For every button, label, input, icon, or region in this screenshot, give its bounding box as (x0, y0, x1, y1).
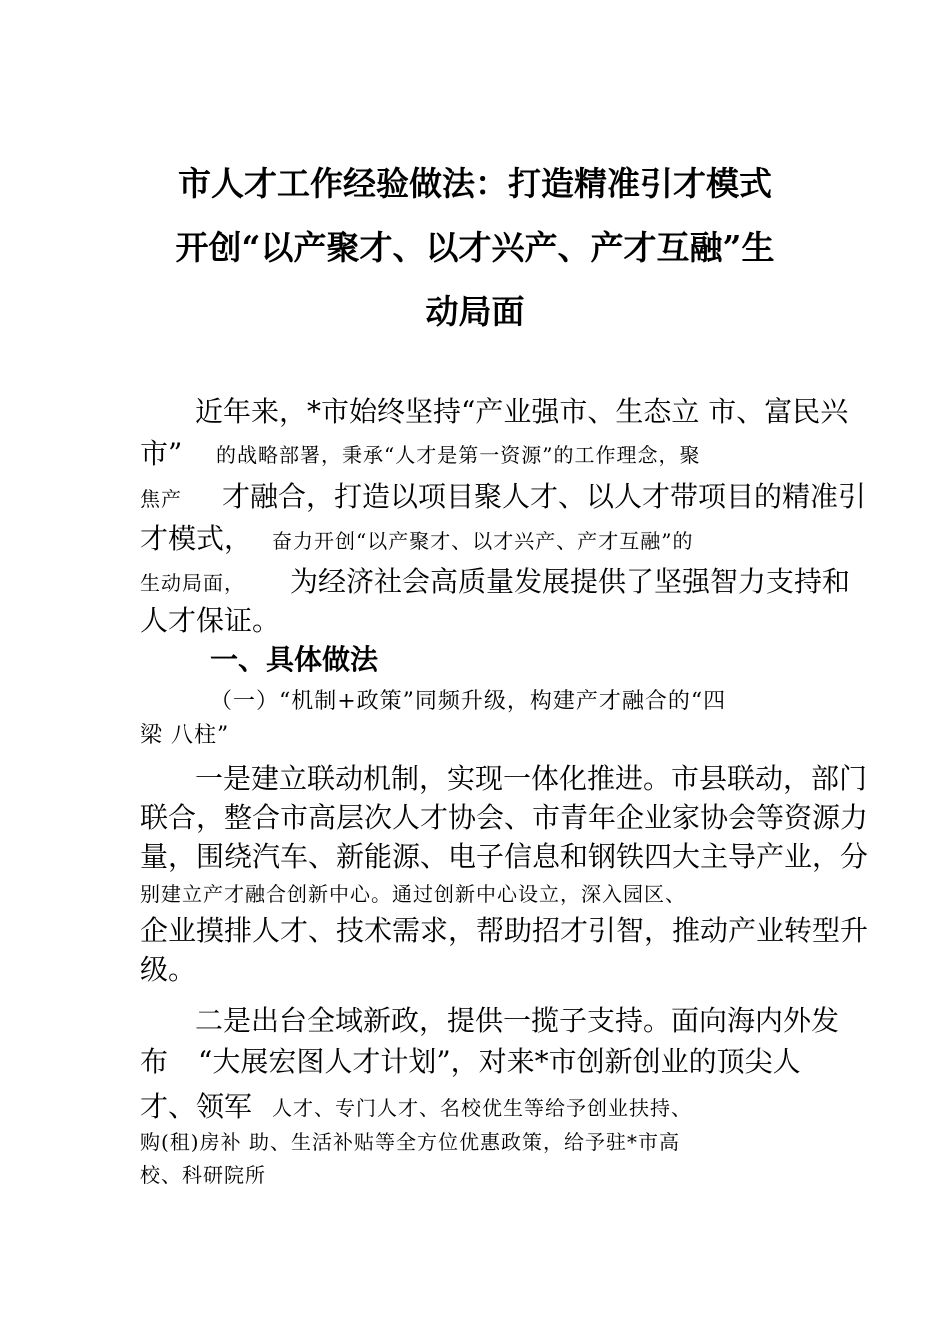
intro-line-5b: 为经济社会高质量发展提供了坚强智力支持和 (290, 565, 851, 598)
subsection-heading-line-1: （一）“机制+政策”同频升级，构建产才融合的“四 (210, 689, 727, 714)
para2-line-2b: “大展宏图人才计划”，对来*市创新创业的顶尖人 (198, 1045, 801, 1078)
para1-line-4: 别建立产才融合创新中心。通过创新中心设立，深入园区、 (140, 882, 686, 906)
intro-line-4b: 奋力开创“以产聚才、以才兴产、产才互融”的 (272, 529, 694, 553)
para2-line-4: 购(租)房补 助、生活补贴等全方位优惠政策，给予驻*市高 (140, 1130, 680, 1154)
document-title-line-1: 市人才工作经验做法：打造精准引才模式 (178, 164, 772, 203)
para1-line-1: 一是建立联动机制，实现一体化推进。市县联动，部门 (195, 762, 868, 795)
section-heading: 一、具体做法 (210, 643, 379, 676)
intro-line-3a: 焦产 (140, 487, 182, 511)
para2-line-1: 二是出台全域新政，提供一揽子支持。面向海内外发 (195, 1004, 840, 1037)
intro-line-2a: 市” (140, 437, 183, 470)
para2-line-3b: 人才、专门人才、名校优生等给予创业扶持、 (272, 1096, 692, 1120)
para1-line-6: 级。 (140, 953, 197, 986)
intro-line-2b: 的战略部署，秉承“人才是第一资源”的工作理念，聚 (216, 443, 701, 467)
para1-line-5: 企业摸排人才、技术需求，帮助招才引智，推动产业转型升 (140, 914, 869, 947)
document-title-line-2: 开创“以产聚才、以才兴产、产才互融”生 (175, 228, 775, 267)
subsection-heading-line-2: 梁 八柱” (140, 723, 230, 748)
para1-line-2: 联合，整合市高层次人才协会、市青年企业家协会等资源力 (140, 801, 869, 834)
intro-line-5a: 生动局面， (140, 571, 245, 595)
intro-line-1: 近年来，*市始终坚持“产业强市、生态立 市、富民兴 (195, 395, 849, 428)
intro-line-3b: 才融合，打造以项目聚人才、以人才带项目的精准引 (222, 480, 867, 513)
document-title-line-3: 动局面 (425, 292, 525, 331)
para2-line-2a: 布 (140, 1045, 169, 1078)
para2-line-5: 校、科研院所 (140, 1163, 266, 1187)
intro-line-6: 人才保证。 (140, 604, 281, 637)
intro-line-4a: 才模式， (140, 522, 253, 555)
para1-line-3: 量，围绕汽车、新能源、电子信息和钢铁四大主导产业，分 (140, 840, 869, 873)
para2-line-3a: 才、领军 (140, 1090, 253, 1123)
